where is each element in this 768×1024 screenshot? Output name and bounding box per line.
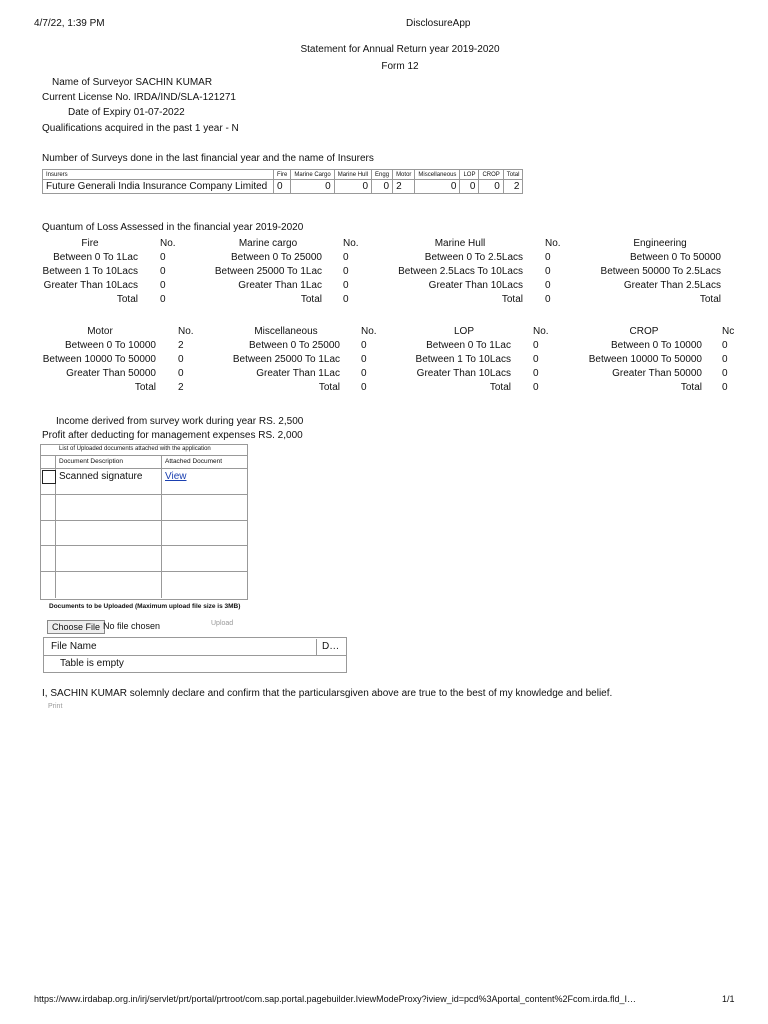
no-file-chosen-text: No file chosen [103, 621, 161, 631]
marine-cargo-value-3: 0 [343, 280, 349, 291]
engineering-range-3: Greater Than 2.5Lacs [623, 280, 721, 291]
motor-count: 2 [393, 180, 415, 194]
fire-range-3: Greater Than 10Lacs [43, 280, 138, 291]
column-divider [316, 639, 317, 655]
license-number: Current License No. IRDA/IND/SLA-121271 [42, 92, 236, 103]
lop-no-heading: No. [533, 326, 549, 337]
col-engg: Engg [372, 170, 393, 180]
marine-hull-range-1: Between 0 To 2.5Lacs [424, 252, 523, 263]
uploaded-documents-table [40, 444, 248, 600]
file-table [43, 637, 347, 673]
table-empty-text: Table is empty [60, 658, 124, 669]
upload-button[interactable]: Upload [211, 620, 234, 627]
marine-hull-value-3: 0 [545, 280, 551, 291]
row-select-checkbox[interactable] [42, 470, 56, 484]
marine-hull-total: 0 [545, 294, 551, 305]
marine-cargo-total-label: Total [300, 294, 322, 305]
view-document-link[interactable]: View [165, 471, 187, 482]
quantum-block-1 [0, 238, 768, 308]
crop-value-2: 0 [722, 354, 728, 365]
lop-heading: LOP [453, 326, 474, 337]
row-divider [41, 571, 247, 572]
motor-heading: Motor [87, 326, 113, 337]
col-total: Total [503, 170, 523, 180]
insurers-header-row [43, 170, 523, 180]
lop-value-2: 0 [533, 354, 539, 365]
fire-value-3: 0 [160, 280, 166, 291]
row-divider [41, 520, 247, 521]
col-marine-hull: Marine Hull [334, 170, 371, 180]
print-datetime: 4/7/22, 1:39 PM [34, 18, 105, 29]
crop-range-3: Greater Than 50000 [612, 368, 702, 379]
marine-hull-range-2: Between 2.5Lacs To 10Lacs [398, 266, 523, 277]
marine-hull-value-2: 0 [545, 266, 551, 277]
crop-value-1: 0 [722, 340, 728, 351]
miscellaneous-value-3: 0 [361, 368, 367, 379]
engg-count: 0 [372, 180, 393, 194]
marine-cargo-heading: Marine cargo [238, 238, 298, 249]
marine-cargo-range-1: Between 0 To 25000 [230, 252, 322, 263]
col-miscellaneous: Miscellaneous [415, 170, 460, 180]
row-divider [41, 494, 247, 495]
upload-heading: Documents to be Uploaded (Maximum upload file size is 3MB) [49, 603, 241, 610]
motor-range-3: Greater Than 50000 [66, 368, 156, 379]
lop-total: 0 [533, 382, 539, 393]
surveys-heading: Number of Surveys done in the last financial year and the name of Insurers [42, 153, 374, 164]
qualifications: Qualifications acquired in the past 1 year - N [42, 123, 239, 134]
misc-count: 0 [415, 180, 460, 194]
row-divider [41, 468, 247, 469]
miscellaneous-total: 0 [361, 382, 367, 393]
crop-heading: CROP [629, 326, 659, 337]
miscellaneous-value-2: 0 [361, 354, 367, 365]
marine-hull-heading: Marine Hull [434, 238, 486, 249]
marine-hull-total-label: Total [501, 294, 523, 305]
document-description-cell: Scanned signature [59, 471, 143, 482]
col-attached-document: Attached Document [165, 458, 223, 465]
crop-value-3: 0 [722, 368, 728, 379]
row-divider [44, 655, 346, 656]
fire-range-2: Between 1 To 10Lacs [42, 266, 138, 277]
fire-total: 0 [160, 294, 166, 305]
fire-total-label: Total [116, 294, 138, 305]
marine-hull-count: 0 [334, 180, 371, 194]
table-row [43, 180, 523, 194]
col-document-description: Document Description [59, 458, 123, 465]
col-fire: Fire [274, 170, 291, 180]
crop-range-1: Between 0 To 10000 [610, 340, 702, 351]
lop-total-label: Total [489, 382, 511, 393]
col-motor: Motor [393, 170, 415, 180]
insurer-name: Future Generali India Insurance Company Limited [43, 180, 274, 194]
miscellaneous-no-heading: No. [361, 326, 377, 337]
choose-file-button[interactable]: Choose File [47, 620, 105, 634]
income-derived: Income derived from survey work during year RS. 2,500 [56, 416, 304, 427]
miscellaneous-range-1: Between 0 To 25000 [248, 340, 340, 351]
lop-value-3: 0 [533, 368, 539, 379]
fire-value-2: 0 [160, 266, 166, 277]
marine-cargo-range-3: Greater Than 1Lac [238, 280, 322, 291]
marine-hull-value-1: 0 [545, 252, 551, 263]
fire-heading: Fire [81, 238, 99, 249]
motor-range-2: Between 10000 To 50000 [42, 354, 156, 365]
fire-range-1: Between 0 To 1Lac [53, 252, 138, 263]
marine-hull-range-3: Greater Than 10Lacs [428, 280, 523, 291]
page-number: 1/1 [722, 994, 735, 1004]
fire-count: 0 [274, 180, 291, 194]
marine-cargo-total: 0 [343, 294, 349, 305]
column-divider [161, 455, 162, 598]
col-lop: LOP [460, 170, 479, 180]
lop-value-1: 0 [533, 340, 539, 351]
form-number: Form 12 [381, 61, 419, 72]
footer-url: https://www.irdabap.org.in/irj/servlet/prt/portal/prtroot/com.sap.portal.pagebuilder.IviewModeProxy?iview_id=pcd%3Aportal_content%2Fcom.irda.fld_I… [34, 994, 637, 1004]
quantum-heading: Quantum of Loss Assessed in the financial year 2019-2020 [42, 222, 304, 233]
motor-value-3: 0 [178, 368, 184, 379]
col-marine-cargo: Marine Cargo [291, 170, 334, 180]
uploaded-caption: List of Uploaded documents attached with the application [59, 446, 211, 452]
col-insurers: Insurers [43, 170, 274, 180]
marine-cargo-count: 0 [291, 180, 334, 194]
crop-total-label: Total [680, 382, 702, 393]
engineering-range-2: Between 50000 To 2.5Lacs [600, 266, 721, 277]
row-divider [41, 455, 247, 456]
marine-cargo-value-1: 0 [343, 252, 349, 263]
insurers-table [42, 169, 523, 194]
statement-title: Statement for Annual Return year 2019-2020 [300, 44, 500, 55]
miscellaneous-range-2: Between 25000 To 1Lac [232, 354, 340, 365]
crop-count: 0 [479, 180, 503, 194]
row-divider [41, 545, 247, 546]
profit-after-expenses: Profit after deducting for management expenses RS. 2,000 [42, 430, 303, 441]
lop-range-2: Between 1 To 10Lacs [415, 354, 511, 365]
crop-no-heading: Nc [722, 326, 735, 337]
engineering-range-1: Between 0 To 50000 [629, 252, 721, 263]
motor-value-2: 0 [178, 354, 184, 365]
col-crop: CROP [479, 170, 503, 180]
surveyor-name: Name of Surveyor SACHIN KUMAR [52, 77, 213, 88]
declaration: I, SACHIN KUMAR solemnly declare and confirm that the particularsgiven above are true to the best of my knowledge and belief. [42, 688, 613, 699]
license-expiry: Date of Expiry 01-07-2022 [68, 107, 185, 118]
miscellaneous-value-1: 0 [361, 340, 367, 351]
marine-cargo-no-heading: No. [343, 238, 359, 249]
total-count: 2 [503, 180, 523, 194]
crop-range-2: Between 10000 To 50000 [588, 354, 702, 365]
motor-total-label: Total [134, 382, 156, 393]
lop-count: 0 [460, 180, 479, 194]
lop-range-1: Between 0 To 1Lac [426, 340, 511, 351]
fire-no-heading: No. [160, 238, 176, 249]
miscellaneous-heading: Miscellaneous [254, 326, 318, 337]
app-title: DisclosureApp [406, 18, 471, 29]
col-d: D… [322, 641, 340, 652]
marine-cargo-value-2: 0 [343, 266, 349, 277]
miscellaneous-total-label: Total [318, 382, 340, 393]
marine-hull-no-heading: No. [545, 238, 561, 249]
lop-range-3: Greater Than 10Lacs [416, 368, 511, 379]
motor-total: 2 [178, 382, 184, 393]
fire-value-1: 0 [160, 252, 166, 263]
miscellaneous-range-3: Greater Than 1Lac [256, 368, 340, 379]
motor-range-1: Between 0 To 10000 [64, 340, 156, 351]
print-button[interactable]: Print [48, 703, 63, 710]
motor-value-1: 2 [178, 340, 184, 351]
engineering-heading: Engineering [633, 238, 687, 249]
col-file-name: File Name [51, 641, 97, 652]
motor-no-heading: No. [178, 326, 194, 337]
marine-cargo-range-2: Between 25000 To 1Lac [214, 266, 322, 277]
engineering-total-label: Total [699, 294, 721, 305]
crop-total: 0 [722, 382, 728, 393]
quantum-block-2 [0, 326, 768, 396]
